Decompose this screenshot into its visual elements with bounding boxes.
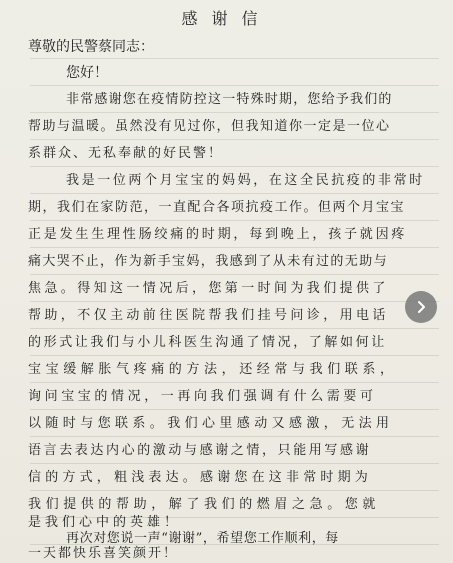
ruled-line (30, 85, 439, 86)
letter-line: 帮助与温暖。虽然没有见过你，但我知道你一定是一位心 (28, 119, 391, 134)
letter-line: 我们提供的帮助，解了我们的燃眉之急。您就 (28, 497, 381, 512)
ruled-line (30, 409, 439, 410)
ruled-line (30, 436, 439, 437)
letter-title: 感谢信 (181, 9, 272, 28)
letter-line: 系群众、无私奉献的好民警！ (28, 146, 224, 161)
chevron-right-icon (414, 300, 428, 314)
letter-line: 再次对您说一声“谢谢”，希望您工作顺利，每 (66, 531, 339, 546)
letter-salutation: 尊敬的民警蔡同志： (28, 39, 154, 55)
ruled-line (30, 139, 439, 140)
ruled-line (30, 112, 439, 113)
letter-line: 正是发生生理性肠绞痛的时期，每到晚上，孩子就因疼 (28, 227, 408, 242)
ruled-line (30, 490, 439, 491)
letter-line: 信的方式，粗浅表达。感谢您在这非常时期为 (28, 470, 373, 485)
ruled-line (30, 166, 439, 167)
ruled-line (30, 328, 439, 329)
letter-line: 的形式让我们与小儿科医生沟通了情况，了解如何让 (28, 335, 387, 350)
letter-greeting: 您好！ (66, 65, 108, 81)
letter-line: 我是一位两个月宝宝的妈妈，在这全民抗疫的非常时 (66, 173, 425, 188)
letter-line: 以随时与您联系。我们心里感动又感激，无法用 (28, 416, 394, 431)
ruled-line (30, 58, 439, 59)
letter-line: 一天都快乐喜笑颜开！ (28, 546, 179, 561)
letter-line: 帮助，不仅主动前往医院帮我们挂号问诊，用电话 (28, 308, 389, 323)
ruled-line (30, 274, 439, 275)
ruled-line (30, 301, 439, 302)
letter-line: 非常感谢您在疫情防控这一特殊时期，您给予我们的 (66, 92, 393, 107)
letter-line: 是我们心中的英雄！ (28, 515, 182, 530)
letter-line: 期，我们在家防范，一直配合各项抗疫工作。但两个月宝宝 (28, 200, 406, 215)
ruled-line (30, 382, 439, 383)
ruled-line (30, 463, 439, 464)
letter-line: 语言去表达内心的激动与感谢之情，只能用写感谢 (28, 443, 372, 458)
ruled-line (30, 247, 439, 248)
letter-line: 痛大哭不止，作为新手宝妈，我感到了从未有过的无助与 (28, 254, 389, 269)
next-page-button[interactable] (405, 291, 437, 323)
letter-line: 询问宝宝的情况，一再向我们强调有什么需要可 (28, 389, 377, 404)
ruled-line (30, 193, 439, 194)
ruled-line (30, 220, 439, 221)
letter-line: 宝宝缓解胀气疼痛的方法，还经常与我们联系， (28, 362, 398, 377)
ruled-line (30, 355, 439, 356)
letter-line: 焦急。得知这一情况后，您第一时间为我们提供了 (28, 281, 389, 296)
